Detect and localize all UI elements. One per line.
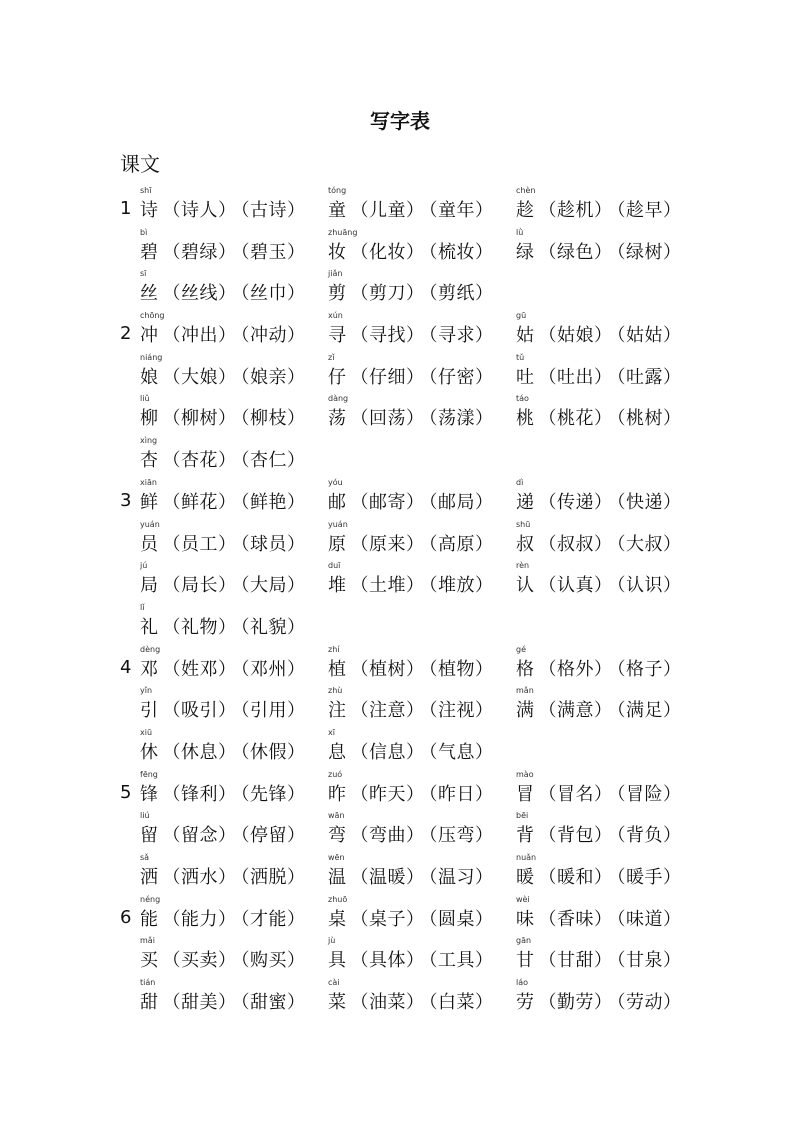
entry-line	[516, 821, 682, 847]
pinyin: fēng	[140, 769, 158, 779]
character: 满	[516, 700, 535, 722]
pinyin: duī	[328, 561, 341, 571]
pinyin: xiū	[140, 727, 153, 737]
word: （买卖）	[162, 950, 237, 972]
word: （信息）	[350, 741, 425, 763]
lesson-row	[0, 978, 800, 1020]
entry-line	[328, 821, 494, 847]
character: 礼	[140, 616, 159, 638]
entry-line	[328, 279, 494, 305]
character: 递	[516, 491, 535, 513]
pinyin: tóng	[328, 186, 347, 195]
word: （诗人）	[162, 200, 237, 221]
word: （先锋）	[240, 783, 306, 805]
entry-line	[140, 446, 306, 472]
word: （桌子）	[350, 908, 425, 930]
word: （绿色）	[538, 241, 613, 263]
word: （休息）	[162, 741, 237, 763]
pinyin: dì	[516, 477, 524, 487]
entry-line	[140, 738, 306, 764]
character: 丝	[140, 283, 159, 305]
pinyin: dèng	[140, 644, 161, 654]
lesson-row	[0, 520, 800, 562]
word: （杏仁）	[240, 450, 306, 472]
word: （荡漾）	[428, 408, 494, 430]
character: 洒	[140, 867, 159, 888]
character: 引	[140, 700, 159, 722]
pinyin: xī	[328, 727, 335, 737]
pinyin: dàng	[328, 394, 349, 404]
pinyin: liǔ	[140, 394, 150, 404]
word: （香味）	[538, 908, 613, 930]
entry-line	[328, 905, 494, 931]
word: （趁早）	[616, 200, 682, 221]
entry-line	[328, 780, 494, 806]
pinyin: zhuō	[328, 894, 348, 904]
entry-line	[516, 988, 682, 1014]
lesson-row	[0, 311, 800, 353]
entry-line	[140, 780, 306, 806]
entry-line	[516, 946, 682, 972]
word: （洒脱）	[240, 867, 306, 888]
lesson-row	[0, 186, 800, 228]
pinyin: wèi	[516, 894, 530, 904]
word: （姑姑）	[616, 325, 682, 347]
lesson-row	[0, 811, 800, 853]
word: （甜蜜）	[240, 992, 306, 1014]
lesson-row	[0, 645, 800, 687]
pinyin: bēi	[516, 811, 529, 821]
pinyin: gū	[516, 311, 527, 321]
word: （洒水）	[162, 867, 237, 888]
entry-line	[140, 988, 306, 1014]
word: （暖手）	[616, 867, 682, 888]
entry-line	[328, 738, 494, 764]
word: （具体）	[350, 950, 425, 972]
pinyin: lǜ	[516, 227, 524, 237]
pinyin: zǐ	[328, 352, 335, 362]
word: （球员）	[240, 533, 306, 555]
pinyin: jú	[140, 561, 148, 571]
entry-line	[140, 613, 306, 639]
word: （背包）	[538, 825, 613, 847]
word: （满意）	[538, 700, 613, 722]
character: 寻	[328, 325, 347, 347]
entry-line	[328, 530, 494, 556]
pinyin: láo	[516, 978, 529, 988]
word: （休假）	[240, 741, 306, 763]
pinyin: mǎi	[140, 936, 155, 946]
word: （冲动）	[240, 325, 306, 347]
word: （冒险）	[616, 783, 682, 805]
pinyin: tǔ	[516, 352, 525, 362]
word: （劳动）	[616, 992, 682, 1014]
character: 息	[328, 741, 347, 763]
word: （温习）	[428, 867, 494, 888]
character: 局	[140, 575, 159, 597]
entry-line	[516, 696, 682, 722]
section-heading: 课文	[120, 152, 160, 176]
lesson-number: 4	[120, 656, 132, 678]
entry-line	[516, 655, 682, 681]
entry-line	[140, 696, 306, 722]
entry-line	[328, 238, 494, 264]
pinyin: yǐn	[140, 686, 153, 696]
entry-line	[516, 571, 682, 597]
word: （柳枝）	[240, 408, 306, 430]
lesson-number: 3	[120, 489, 132, 511]
entry-line	[140, 238, 306, 264]
pinyin: lǐ	[140, 602, 145, 612]
word: （植树）	[350, 658, 425, 680]
pinyin: zhuāng	[328, 227, 358, 237]
character: 弯	[328, 825, 347, 847]
lesson-row	[0, 269, 800, 311]
character: 叔	[516, 533, 535, 555]
character: 背	[516, 825, 535, 847]
word: （气息）	[428, 741, 494, 763]
lesson-row	[0, 728, 800, 770]
character: 注	[328, 700, 347, 722]
word: （昨天）	[350, 783, 425, 805]
entry-line	[328, 988, 494, 1014]
word: （才能）	[240, 908, 306, 930]
word: （甘泉）	[616, 950, 682, 972]
lesson-row	[0, 394, 800, 436]
pinyin: yóu	[328, 477, 343, 487]
character: 姑	[516, 325, 535, 347]
word: （儿童）	[350, 200, 425, 221]
word: （吐露）	[616, 366, 682, 388]
pinyin: chèn	[516, 186, 536, 195]
word: （古诗）	[240, 200, 306, 221]
word: （停留）	[240, 825, 306, 847]
word: （温暖）	[350, 867, 425, 888]
entry-line	[140, 321, 306, 347]
word: （剪纸）	[428, 283, 494, 305]
pinyin: mǎn	[516, 686, 534, 696]
character: 温	[328, 867, 347, 888]
pinyin: shī	[140, 186, 152, 195]
word: （娘亲）	[240, 366, 306, 388]
pinyin: mào	[516, 769, 534, 779]
pinyin: chōng	[140, 311, 165, 321]
pinyin: sī	[140, 269, 147, 279]
word: （姓邓）	[162, 658, 237, 680]
character: 味	[516, 908, 535, 930]
character: 休	[140, 741, 159, 763]
lesson-row	[0, 561, 800, 603]
character: 桃	[516, 408, 535, 430]
word: （堆放）	[428, 575, 494, 597]
entry-line	[140, 196, 306, 222]
word: （格外）	[538, 658, 613, 680]
word: （味道）	[616, 908, 682, 930]
character: 妆	[328, 241, 347, 263]
pinyin: néng	[140, 894, 161, 904]
character: 员	[140, 533, 159, 555]
character: 暖	[516, 867, 535, 888]
entry-line	[516, 488, 682, 514]
pinyin: zhù	[328, 686, 343, 696]
pinyin: nuǎn	[516, 853, 537, 862]
character: 桌	[328, 908, 347, 930]
character: 格	[516, 658, 535, 680]
pinyin: jiǎn	[328, 269, 343, 279]
character: 娘	[140, 366, 159, 388]
pinyin: sǎ	[140, 853, 150, 862]
word: （吸引）	[162, 700, 237, 722]
lesson-row	[0, 353, 800, 395]
entry-line	[140, 404, 306, 430]
pinyin: gé	[516, 644, 526, 654]
word: （传递）	[538, 491, 613, 513]
word: （柳树）	[162, 408, 237, 430]
lesson-number: 2	[120, 323, 132, 345]
lesson-number: 1	[120, 198, 132, 219]
entry-line	[140, 946, 306, 972]
character: 碧	[140, 241, 159, 263]
word: （昨日）	[428, 783, 494, 805]
character: 劳	[516, 992, 535, 1014]
lesson-list	[0, 186, 800, 1020]
pinyin: jù	[328, 936, 336, 946]
word: （趁机）	[538, 200, 613, 221]
word: （礼貌）	[240, 616, 306, 638]
word: （高原）	[428, 533, 494, 555]
word: （满足）	[616, 700, 682, 722]
character: 吐	[516, 366, 535, 388]
word: （土堆）	[350, 575, 425, 597]
entry-line	[140, 821, 306, 847]
entry-line	[516, 530, 682, 556]
entry-line	[516, 780, 682, 806]
pinyin: niáng	[140, 352, 163, 362]
word: （杏花）	[162, 450, 237, 472]
character: 柳	[140, 408, 159, 430]
entry-line	[328, 196, 494, 222]
word: （寻求）	[428, 325, 494, 347]
pinyin: yuán	[140, 519, 160, 529]
character: 植	[328, 658, 347, 680]
word: （植物）	[428, 658, 494, 680]
character: 剪	[328, 283, 347, 305]
character: 菜	[328, 992, 347, 1014]
lesson-row	[0, 936, 800, 978]
character: 童	[328, 200, 347, 221]
lesson-row	[0, 603, 800, 645]
character: 昨	[328, 783, 347, 805]
lesson-row	[0, 686, 800, 728]
word: （快递）	[616, 491, 682, 513]
word: （认识）	[616, 575, 682, 597]
word: （压弯）	[428, 825, 494, 847]
word: （认真）	[538, 575, 613, 597]
pinyin: xiān	[140, 477, 157, 487]
entry-line	[140, 363, 306, 389]
entry-line	[516, 363, 682, 389]
entry-line	[140, 655, 306, 681]
entry-line	[516, 863, 682, 889]
character: 买	[140, 950, 159, 972]
pinyin: zuó	[328, 769, 343, 779]
word: （注意）	[350, 700, 425, 722]
word: （留念）	[162, 825, 237, 847]
entry-line	[328, 488, 494, 514]
entry-line	[516, 196, 682, 222]
entry-line	[328, 863, 494, 889]
lesson-row	[0, 478, 800, 520]
word: （局长）	[162, 575, 237, 597]
character: 绿	[516, 241, 535, 263]
word: （邮局）	[428, 491, 494, 513]
pinyin: cài	[328, 978, 340, 988]
word: （碧玉）	[240, 241, 306, 263]
word: （大局）	[240, 575, 306, 597]
pinyin: tián	[140, 978, 156, 988]
entry-line	[328, 363, 494, 389]
pinyin: shū	[516, 519, 531, 529]
pinyin: yuán	[328, 519, 348, 529]
word: （绿树）	[616, 241, 682, 263]
entry-line	[140, 530, 306, 556]
word: （格子）	[616, 658, 682, 680]
entry-line	[516, 238, 682, 264]
character: 甘	[516, 950, 535, 972]
character: 诗	[140, 200, 159, 221]
entry-line	[328, 571, 494, 597]
word: （暖和）	[538, 867, 613, 888]
character: 邮	[328, 491, 347, 513]
word: （鲜花）	[162, 491, 237, 513]
character: 鲜	[140, 491, 159, 513]
word: （甜美）	[162, 992, 237, 1014]
word: （冒名）	[538, 783, 613, 805]
entry-line	[516, 404, 682, 430]
word: （童年）	[428, 200, 494, 221]
word: （邓州）	[240, 658, 306, 680]
entry-line	[516, 905, 682, 931]
word: （原来）	[350, 533, 425, 555]
word: （叔叔）	[538, 533, 613, 555]
word: （引用）	[240, 700, 306, 722]
lesson-number: 5	[120, 781, 132, 803]
entry-line	[140, 279, 306, 305]
word: （丝线）	[162, 283, 237, 305]
character: 堆	[328, 575, 347, 597]
word: （梳妆）	[428, 241, 494, 263]
word: （礼物）	[162, 616, 237, 638]
character: 杏	[140, 450, 159, 472]
character: 冒	[516, 783, 535, 805]
entry-line	[140, 863, 306, 889]
character: 甜	[140, 992, 159, 1014]
entry-line	[328, 655, 494, 681]
pinyin: zhí	[328, 644, 340, 654]
page-title: 写字表	[370, 109, 430, 133]
word: （工具）	[428, 950, 494, 972]
word: （大娘）	[162, 366, 237, 388]
lesson-row	[0, 436, 800, 478]
pinyin: gān	[516, 936, 532, 946]
word: （甘甜）	[538, 950, 613, 972]
pinyin: táo	[516, 394, 529, 404]
word: （姑娘）	[538, 325, 613, 347]
lesson-number: 6	[120, 906, 132, 928]
character: 趁	[516, 200, 535, 221]
word: （圆桌）	[428, 908, 494, 930]
word: （剪刀）	[350, 283, 425, 305]
word: （鲜艳）	[240, 491, 306, 513]
character: 荡	[328, 408, 347, 430]
lesson-row	[0, 853, 800, 895]
entry-line	[140, 905, 306, 931]
pinyin: xún	[328, 311, 343, 321]
character: 留	[140, 825, 159, 847]
word: （弯曲）	[350, 825, 425, 847]
character: 仔	[328, 366, 347, 388]
word: （勤劳）	[538, 992, 613, 1014]
entry-line	[328, 696, 494, 722]
entry-line	[516, 321, 682, 347]
word: （丝巾）	[240, 283, 306, 305]
pinyin: bì	[140, 227, 148, 237]
entry-line	[140, 571, 306, 597]
character: 冲	[140, 325, 159, 347]
word: （大叔）	[616, 533, 682, 555]
pinyin: liú	[140, 811, 150, 821]
character: 具	[328, 950, 347, 972]
word: （回荡）	[350, 408, 425, 430]
lesson-row	[0, 895, 800, 937]
word: （仔密）	[428, 366, 494, 388]
pinyin: rèn	[516, 561, 530, 571]
word: （桃花）	[538, 408, 613, 430]
word: （注视）	[428, 700, 494, 722]
entry-line	[328, 321, 494, 347]
pinyin: wān	[328, 811, 345, 821]
word: （吐出）	[538, 366, 613, 388]
word: （背负）	[616, 825, 682, 847]
entry-line	[328, 404, 494, 430]
character: 认	[516, 575, 535, 597]
pinyin: xìng	[140, 436, 158, 446]
word: （桃树）	[616, 408, 682, 430]
word: （锋利）	[162, 783, 237, 805]
lesson-row	[0, 228, 800, 270]
pinyin: wēn	[328, 853, 345, 862]
lesson-row	[0, 770, 800, 812]
word: （邮寄）	[350, 491, 425, 513]
character: 邓	[140, 658, 159, 680]
word: （油菜）	[350, 992, 425, 1014]
word: （白菜）	[428, 992, 494, 1014]
character: 能	[140, 908, 159, 930]
word: （能力）	[162, 908, 237, 930]
entry-line	[328, 946, 494, 972]
word: （购买）	[240, 950, 306, 972]
word: （化妆）	[350, 241, 425, 263]
character: 原	[328, 533, 347, 555]
word: （员工）	[162, 533, 237, 555]
word: （碧绿）	[162, 241, 237, 263]
word: （冲出）	[162, 325, 237, 347]
word: （寻找）	[350, 325, 425, 347]
entry-line	[140, 488, 306, 514]
word: （仔细）	[350, 366, 425, 388]
character: 锋	[140, 783, 159, 805]
